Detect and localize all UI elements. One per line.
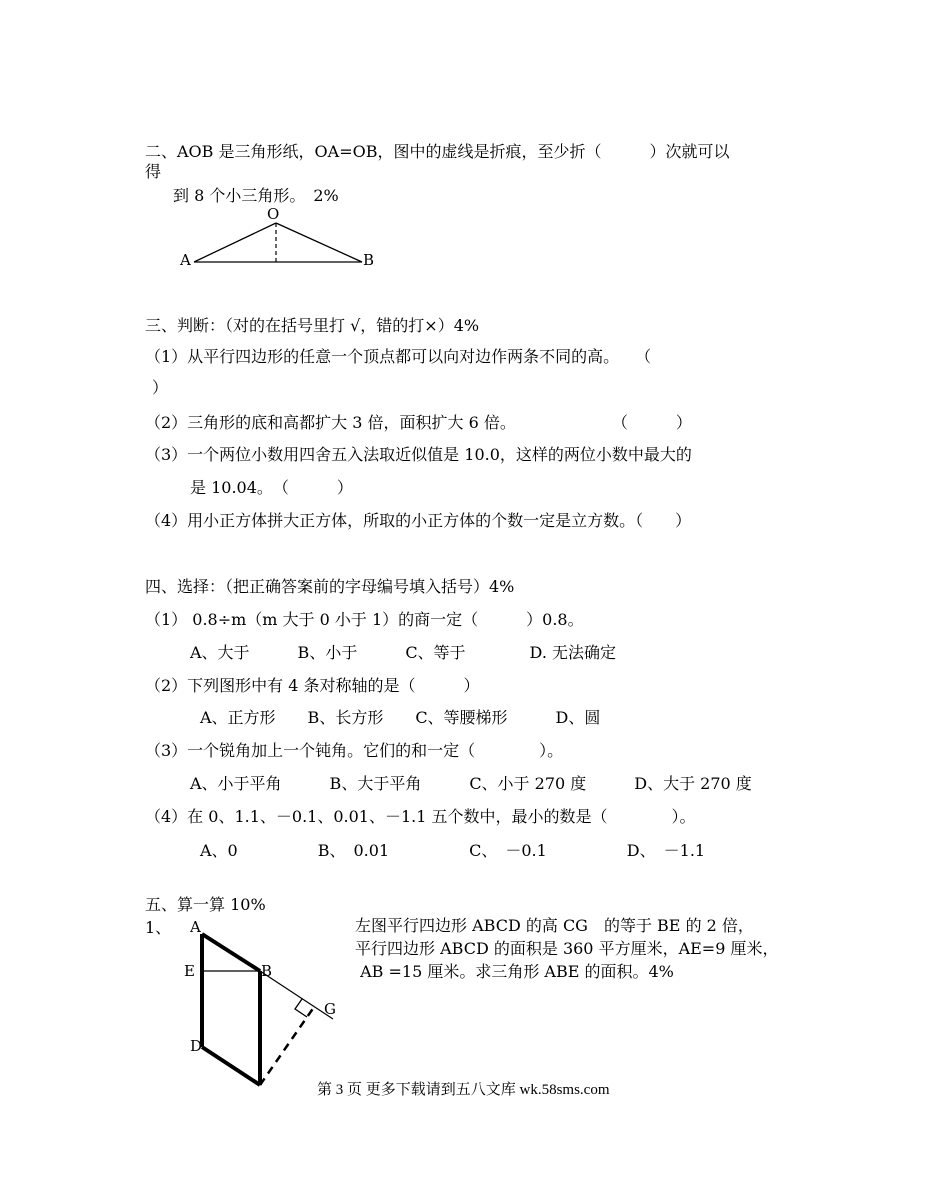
q4-options-4: A、0 B、 0.01 C、 －0.1 D、 －1.1 [200, 841, 706, 860]
q3-item-1: （1）从平行四边形的任意一个顶点都可以向对边作两条不同的高。 （ [145, 347, 652, 366]
q4-question-3: （3）一个锐角加上一个钝角。它们的和一定（ ）。 [145, 741, 564, 760]
label-d: D [190, 1037, 203, 1055]
q4-options-1: A、大于 B、小于 C、等于 D. 无法确定 [190, 643, 616, 662]
parallelogram-abcd-figure [180, 915, 340, 1090]
q3-item-2: （2）三角形的底和高都扩大 3 倍，面积扩大 6 倍。 （ ） [145, 413, 692, 432]
q5-title: 五、算一算 10% [145, 895, 266, 914]
label-o: O [267, 205, 280, 223]
q4-question-1: （1） 0.8÷m（m 大于 0 小于 1）的商一定（ ）0.8。 [145, 610, 584, 629]
label-a: A [190, 918, 201, 936]
q5-number: 1、 [145, 918, 172, 937]
q5-text-3: AB =15 厘米。求三角形 ABE 的面积。4% [355, 962, 674, 981]
q3-item-1-wrap: ） [152, 378, 169, 397]
side-dc [202, 1047, 260, 1085]
q2-line1-wrap: 得 [145, 162, 162, 181]
q2-line2: 到 8 个小三角形。 2% [173, 186, 339, 205]
triangle-aob-figure [170, 205, 390, 270]
triangle-side-ao [194, 223, 276, 262]
label-g: G [324, 1000, 336, 1018]
q5-text-1: 左图平行四边形 ABCD 的高 CG 的等于 BE 的 2 倍， [355, 916, 754, 935]
label-e: E [184, 962, 195, 980]
q3-item-4: （4）用小正方体拼大正方体，所取的小正方体的个数一定是立方数。（ ） [145, 511, 692, 530]
page-footer: 第 3 页 更多下载请到五八文库 wk.58sms.com [317, 1082, 610, 1098]
q4-options-3: A、小于平角 B、大于平角 C、小于 270 度 D、大于 270 度 [190, 774, 752, 793]
q5-text-2: 平行四边形 ABCD 的面积是 360 平方厘米，AE=9 厘米， [355, 939, 779, 958]
q3-item-3: （3）一个两位小数用四舍五入法取近似值是 10.0，这样的两位小数中最大的 [145, 445, 692, 464]
q4-question-4: （4）在 0、1.1、－0.1、0.01、－1.1 五个数中，最小的数是（ ）。 [145, 807, 696, 826]
side-ab [202, 934, 260, 971]
label-b: B [363, 251, 375, 269]
triangle-side-ob [276, 223, 362, 262]
q4-options-2: A、正方形 B、长方形 C、等腰梯形 D、圆 [200, 708, 601, 727]
q4-question-2: （2）下列图形中有 4 条对称轴的是（ ） [145, 676, 480, 695]
label-a: A [180, 251, 191, 269]
q3-item-3-wrap: 是 10.04。 （ ） [190, 478, 353, 497]
q2-line1: 二、AOB 是三角形纸，OA=OB，图中的虚线是折痕，至少折（ ）次就可以 [145, 142, 730, 161]
q4-title: 四、选择：（把正确答案前的字母编号填入括号）4% [145, 577, 515, 596]
height-cg-dashed [260, 1007, 314, 1085]
q3-title: 三、判断：（对的在括号里打 √，错的打×）4% [145, 316, 480, 335]
right-angle-mark [295, 999, 307, 1017]
label-b: B [261, 962, 273, 980]
